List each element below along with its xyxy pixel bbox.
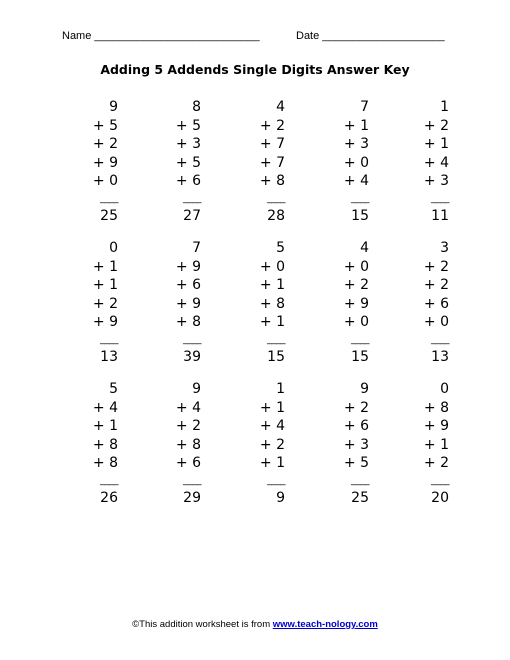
first-addend: 5 [276, 240, 285, 256]
sum-separator: ____ [267, 474, 285, 486]
sum-separator: ____ [351, 192, 369, 204]
addition-problem [58, 98, 118, 225]
addend-line: + 0 [423, 314, 449, 330]
addend-line: + 8 [259, 173, 285, 189]
answer: 28 [267, 207, 285, 224]
addition-problem [141, 98, 201, 225]
worksheet-title: Adding 5 Addends Single Digits Answer Key [100, 62, 410, 77]
first-addend: 0 [109, 240, 118, 256]
answer: 20 [431, 489, 449, 506]
first-addend: 8 [192, 99, 201, 115]
addend-line: + 1 [92, 277, 118, 293]
addend-line: + 8 [423, 399, 449, 416]
answer: 15 [351, 348, 369, 365]
addend-line: + 2 [423, 117, 449, 134]
addend-line: + 4 [343, 173, 369, 189]
addend-line: + 2 [423, 277, 449, 293]
sum-separator: ____ [351, 333, 369, 345]
addition-problem [389, 380, 449, 507]
sum-separator: ____ [183, 474, 201, 486]
addition-problem [225, 380, 285, 507]
addend-line: + 2 [259, 436, 285, 453]
answer: 15 [267, 348, 285, 365]
addend-line: + 3 [175, 136, 201, 152]
answer: 29 [183, 489, 201, 506]
addend-line: + 1 [92, 258, 118, 275]
name-field-label: Name ___________________________ [62, 30, 260, 42]
addend-line: + 0 [343, 314, 369, 330]
first-addend: 1 [276, 381, 285, 397]
addend-line: + 0 [92, 173, 118, 189]
footer [0, 619, 510, 630]
addend-line: + 3 [343, 436, 369, 453]
addend-line: + 8 [92, 436, 118, 453]
addend-line: + 9 [423, 418, 449, 434]
addend-line: + 2 [423, 455, 449, 471]
answer: 26 [100, 489, 118, 506]
sum-separator: ____ [431, 474, 449, 486]
first-addend: 7 [192, 240, 201, 256]
addend-line: + 5 [92, 117, 118, 134]
addend-line: + 6 [423, 295, 449, 312]
date-field-label: Date ____________________ [296, 30, 445, 42]
addition-problem [141, 380, 201, 507]
sum-separator: ____ [183, 192, 201, 204]
addend-line: + 2 [175, 418, 201, 434]
addend-line: + 8 [259, 295, 285, 312]
first-addend: 0 [440, 381, 449, 397]
addend-line: + 8 [175, 436, 201, 453]
addition-problem [141, 239, 201, 366]
addend-line: + 7 [259, 136, 285, 152]
addend-line: + 4 [175, 399, 201, 416]
addend-line: + 4 [259, 418, 285, 434]
addition-problem [58, 380, 118, 507]
addend-line: + 1 [423, 436, 449, 453]
sum-separator: ____ [351, 474, 369, 486]
addition-problem [225, 239, 285, 366]
addend-line: + 2 [343, 277, 369, 293]
first-addend: 9 [109, 99, 118, 115]
addend-line: + 3 [343, 136, 369, 152]
answer: 25 [100, 207, 118, 224]
sum-separator: ____ [100, 192, 118, 204]
addend-line: + 9 [343, 295, 369, 312]
addend-line: + 2 [92, 295, 118, 312]
answer: 15 [351, 207, 369, 224]
addend-line: + 4 [92, 399, 118, 416]
first-addend: 9 [192, 381, 201, 397]
addend-line: + 6 [175, 455, 201, 471]
first-addend: 5 [109, 381, 118, 397]
addend-line: + 1 [259, 399, 285, 416]
addition-problem [309, 380, 369, 507]
addend-line: + 2 [92, 136, 118, 152]
addend-line: + 1 [259, 277, 285, 293]
addition-problem [309, 98, 369, 225]
answer: 13 [100, 348, 118, 365]
addend-line: + 1 [423, 136, 449, 152]
sum-separator: ____ [100, 474, 118, 486]
first-addend: 4 [276, 99, 285, 115]
sum-separator: ____ [431, 192, 449, 204]
addend-line: + 5 [175, 154, 201, 171]
addend-line: + 1 [92, 418, 118, 434]
sum-separator: ____ [100, 333, 118, 345]
sum-separator: ____ [267, 333, 285, 345]
addition-problem [309, 239, 369, 366]
addend-line: + 6 [343, 418, 369, 434]
footer-link[interactable]: www.teach-nology.com [272, 619, 378, 630]
addition-problem [225, 98, 285, 225]
addend-line: + 6 [175, 277, 201, 293]
addition-problem [389, 98, 449, 225]
addend-line: + 0 [259, 258, 285, 275]
addend-line: + 5 [175, 117, 201, 134]
addend-line: + 8 [175, 314, 201, 330]
addend-line: + 2 [423, 258, 449, 275]
footer-text: ©This addition worksheet is from [132, 619, 273, 630]
addend-line: + 1 [259, 314, 285, 330]
addend-line: + 5 [343, 455, 369, 471]
addend-line: + 9 [175, 258, 201, 275]
addend-line: + 9 [92, 154, 118, 171]
addend-line: + 9 [92, 314, 118, 330]
addend-line: + 8 [92, 455, 118, 471]
first-addend: 3 [440, 240, 449, 256]
addend-line: + 1 [259, 455, 285, 471]
addend-line: + 0 [343, 258, 369, 275]
addend-line: + 9 [175, 295, 201, 312]
answer: 13 [431, 348, 449, 365]
answer: 9 [276, 489, 285, 506]
answer: 11 [431, 207, 449, 224]
first-addend: 4 [360, 240, 369, 256]
answer: 27 [183, 207, 201, 224]
answer: 25 [351, 489, 369, 506]
sum-separator: ____ [431, 333, 449, 345]
addend-line: + 7 [259, 154, 285, 171]
addend-line: + 2 [259, 117, 285, 134]
addition-problem [389, 239, 449, 366]
sum-separator: ____ [267, 192, 285, 204]
addend-line: + 6 [175, 173, 201, 189]
addend-line: + 4 [423, 154, 449, 171]
first-addend: 1 [440, 99, 449, 115]
sum-separator: ____ [183, 333, 201, 345]
addend-line: + 2 [343, 399, 369, 416]
first-addend: 9 [360, 381, 369, 397]
addend-line: + 0 [343, 154, 369, 171]
answer: 39 [183, 348, 201, 365]
first-addend: 7 [360, 99, 369, 115]
addend-line: + 3 [423, 173, 449, 189]
addend-line: + 1 [343, 117, 369, 134]
addition-problem [58, 239, 118, 366]
